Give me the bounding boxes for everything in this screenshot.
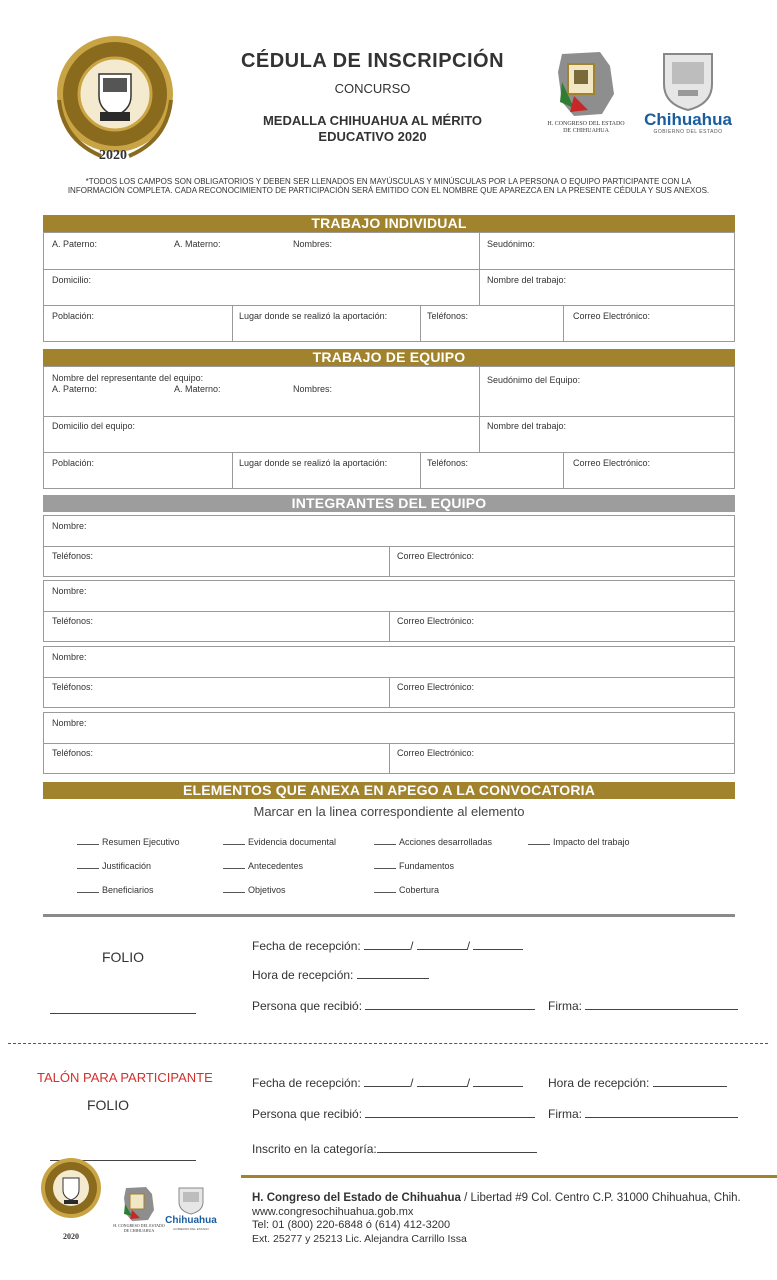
checkbox-objetivos[interactable]: Objetivos (223, 885, 286, 895)
talon-categoria-field[interactable]: Inscrito en la categoría: (252, 1142, 537, 1156)
member-block-4 (43, 712, 735, 774)
footer-congreso-text1: H. CONGRESO DEL ESTADO (113, 1223, 165, 1228)
checkbox-fundamentos[interactable]: Fundamentos (374, 861, 454, 871)
ind-correo-field[interactable]: Correo Electrónico: (573, 311, 651, 321)
talon-firma-field[interactable]: Firma: (548, 1107, 738, 1121)
footer-phone: Tel: 01 (800) 220-6848 ó (614) 412-3200 (252, 1219, 451, 1231)
section-equipo-header: TRABAJO DE EQUIPO (43, 349, 735, 366)
gobierno-logo (638, 50, 738, 138)
eq-a-materno-field[interactable]: A. Materno: (174, 384, 221, 394)
eq-representante-label: Nombre del representante del equipo: (52, 373, 204, 383)
checkbox-justificacion[interactable]: Justificación (77, 861, 151, 871)
member-correo-field[interactable]: Correo Electrónico: (397, 616, 475, 626)
checkbox-cobertura[interactable]: Cobertura (374, 885, 439, 895)
page-subtitle: CONCURSO (334, 81, 411, 96)
eq-lugar-field[interactable]: Lugar donde se realizó la aportación: (239, 458, 388, 468)
congreso-logo (540, 50, 632, 138)
firma-field[interactable]: Firma: (548, 999, 738, 1013)
eq-domicilio-field[interactable]: Domicilio del equipo: (52, 421, 136, 431)
ind-lugar-field[interactable]: Lugar donde se realizó la aportación: (239, 311, 388, 321)
ind-seudonimo-field[interactable]: Seudónimo: (487, 239, 536, 249)
notice-line2: INFORMACIÓN COMPLETA. CADA RECONOCIMIENTO DE PARTICIPACIÓN SERÁ EMITIDO CON EL NOMBRE QUE APAREZCA EN LA PRESENTE CÉDULA Y SUS ANEXOS. (67, 186, 710, 195)
congreso-logo-text1: H. CONGRESO DEL ESTADO (547, 121, 625, 127)
talon-fecha-recepcion-field[interactable]: Fecha de recepción: / / (252, 1076, 523, 1090)
footer-congreso-text2: DE CHIHUAHUA (123, 1228, 155, 1233)
notice-line1: *TODOS LOS CAMPOS SON OBLIGATORIOS Y DEBEN SER LLENADOS EN MAYÚSCULAS Y MINÚSCULAS POR LA PERSONA O EQUIPO PARTICIPANTE CON LA (85, 177, 692, 186)
talon-folio-label: FOLIO (86, 1097, 129, 1113)
member-nombre-field[interactable]: Nombre: (52, 718, 87, 728)
footer-website[interactable]: www.congresochihuahua.gob.mx (252, 1206, 414, 1218)
footer-gobierno-sub: GOBIERNO DEL ESTADO (173, 1227, 209, 1231)
talon-persona-recibio-field[interactable]: Persona que recibió: (252, 1107, 535, 1121)
member-telefonos-field[interactable]: Teléfonos: (52, 551, 94, 561)
footer-org: H. Congreso del Estado de Chihuahua (252, 1192, 461, 1204)
ind-nombre-trabajo-field[interactable]: Nombre del trabajo: (487, 275, 567, 285)
fecha-recepcion-field[interactable]: Fecha de recepción: / / (252, 939, 523, 953)
cut-line (8, 1043, 768, 1044)
footer-medal-logo (38, 1150, 104, 1244)
persona-recibio-field[interactable]: Persona que recibió: (252, 999, 535, 1013)
member-block-1 (43, 515, 735, 577)
medal-name-line2: EDUCATIVO 2020 (318, 129, 427, 144)
congreso-logo-text2: DE CHIHUAHUA (563, 128, 609, 134)
eq-seudonimo-field[interactable]: Seudónimo del Equipo: (487, 375, 581, 385)
ind-nombres-field[interactable]: Nombres: (293, 239, 333, 249)
eq-nombres-field[interactable]: Nombres: (293, 384, 333, 394)
section-elementos-header: ELEMENTOS QUE ANEXA EN APEGO A LA CONVOCATORIA (43, 782, 735, 799)
eq-correo-field[interactable]: Correo Electrónico: (573, 458, 651, 468)
gobierno-name: Chihuahua (644, 110, 732, 129)
member-block-3 (43, 646, 735, 708)
hora-recepcion-field[interactable]: Hora de recepción: (252, 968, 429, 982)
section-integrantes-header: INTEGRANTES DEL EQUIPO (43, 495, 735, 512)
checkbox-antecedentes[interactable]: Antecedentes (223, 861, 303, 871)
ind-a-materno-field[interactable]: A. Materno: (174, 239, 221, 249)
eq-nombre-trabajo-field[interactable]: Nombre del trabajo: (487, 421, 567, 431)
footer-gobierno-logo (164, 1186, 218, 1236)
member-telefonos-field[interactable]: Teléfonos: (52, 616, 94, 626)
footer-address-line (252, 1192, 741, 1204)
checkbox-acciones-desarrolladas[interactable]: Acciones desarrolladas (374, 837, 492, 847)
ind-telefonos-field[interactable]: Teléfonos: (427, 311, 469, 321)
eq-telefonos-field[interactable]: Teléfonos: (427, 458, 469, 468)
checkbox-resumen-ejecutivo[interactable]: Resumen Ejecutivo (77, 837, 180, 847)
member-nombre-field[interactable]: Nombre: (52, 586, 87, 596)
checkbox-evidencia-documental[interactable]: Evidencia documental (223, 837, 336, 847)
footer-gobierno-name: Chihuahua (165, 1215, 217, 1226)
individual-form-grid (43, 232, 735, 342)
ind-domicilio-field[interactable]: Domicilio: (52, 275, 92, 285)
member-correo-field[interactable]: Correo Electrónico: (397, 551, 475, 561)
folio-label: FOLIO (101, 949, 144, 965)
elementos-instruction: Marcar en la linea correspondiente al elemento (253, 804, 525, 819)
checkbox-impacto-trabajo[interactable]: Impacto del trabajo (528, 837, 630, 847)
member-correo-field[interactable]: Correo Electrónico: (397, 682, 475, 692)
checkbox-beneficiarios[interactable]: Beneficiarios (77, 885, 154, 895)
member-block-2 (43, 580, 735, 642)
footer-address: / Libertad #9 Col. Centro C.P. 31000 Chihuahua, Chih. (460, 1192, 741, 1204)
section-divider (43, 914, 735, 917)
footer-medal-year: 2020 (63, 1232, 79, 1241)
seal-year: 2020 (99, 148, 127, 163)
member-correo-field[interactable]: Correo Electrónico: (397, 748, 475, 758)
medal-seal-logo (45, 30, 185, 170)
gobierno-sub: GOBIERNO DEL ESTADO (653, 129, 723, 135)
eq-a-paterno-field[interactable]: A. Paterno: (52, 384, 98, 394)
equipo-form-grid (43, 366, 735, 489)
page-title: CÉDULA DE INSCRIPCIÓN (240, 50, 505, 72)
member-nombre-field[interactable]: Nombre: (52, 652, 87, 662)
talon-hora-recepcion-field[interactable]: Hora de recepción: (548, 1076, 727, 1090)
member-telefonos-field[interactable]: Teléfonos: (52, 748, 94, 758)
footer-extension: Ext. 25277 y 25213 Lic. Alejandra Carrillo Issa (252, 1233, 467, 1245)
talon-title: TALÓN PARA PARTICIPANTE (37, 1070, 213, 1085)
medal-name-line1: MEDALLA CHIHUAHUA AL MÉRITO (262, 113, 483, 128)
eq-poblacion-field[interactable]: Población: (52, 458, 95, 468)
footer-rule (241, 1175, 777, 1178)
section-individual-header: TRABAJO INDIVIDUAL (43, 215, 735, 232)
folio-line[interactable] (50, 1013, 196, 1014)
member-telefonos-field[interactable]: Teléfonos: (52, 682, 94, 692)
ind-a-paterno-field[interactable]: A. Paterno: (52, 239, 98, 249)
member-nombre-field[interactable]: Nombre: (52, 521, 87, 531)
ind-poblacion-field[interactable]: Población: (52, 311, 95, 321)
footer-congreso-logo (114, 1186, 164, 1236)
